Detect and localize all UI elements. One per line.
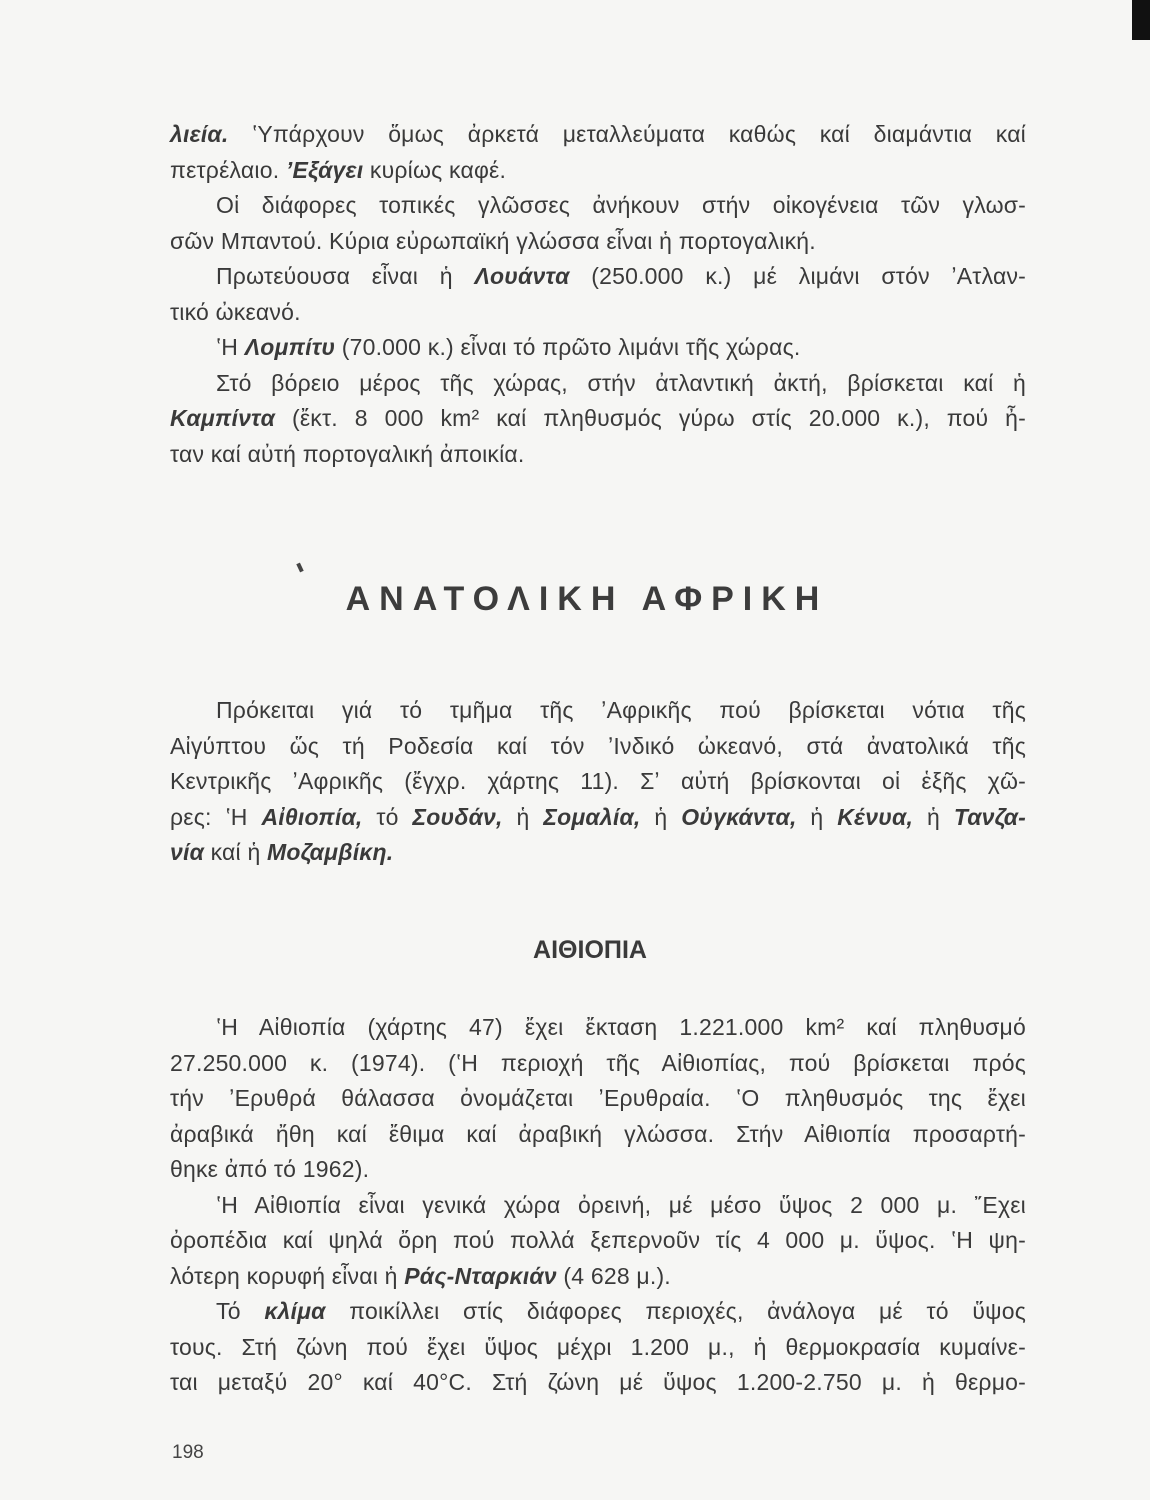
text-run: λότερη κορυφή εἶναι ἡ — [170, 1262, 405, 1289]
paragraph-angola — [170, 117, 1026, 472]
emphasis-text: νία — [170, 839, 205, 865]
text-line: ὀροπέδια καί ψηλά ὄρη πού πολλά ξεπερνοῦν τίς 4 000 μ. ὕψος. ʽΗ ψη- — [170, 1227, 1026, 1253]
text-line: σῶν Μπαντού. Κύρια εὐρωπαϊκή γλώσσα εἶναι ἡ πορτογαλική. — [170, 227, 816, 254]
text-run: Πρωτεύουσα εἶναι ἡ — [216, 263, 475, 289]
text-line: θηκε ἀπό τό 1962). — [170, 1156, 370, 1182]
text-run: (4 628 μ.). — [556, 1262, 671, 1289]
emphasis-text: Λομπίτυ — [244, 334, 336, 360]
text-run: Τό — [216, 1298, 265, 1324]
text-run: ἡ — [502, 803, 544, 830]
chapter-title: ΑΝΑΤΟΛΙΚΗ ΑΦΡΙΚΗ — [345, 580, 829, 618]
emphasis-text: Σουδάν, — [412, 803, 503, 830]
text-run: ἡ — [640, 803, 682, 830]
paragraph-east-africa — [170, 693, 1026, 871]
text-run: (70.000 κ.) εἶναι τό πρῶτο λιμάνι τῆς χώρας. — [335, 334, 801, 360]
text-line: τους. Στή ζώνη πού ἔχει ὕψος μέχρι 1.200 μ., ἡ θερμοκρασία κυμαίνε- — [170, 1333, 1026, 1360]
emphasis-text: Καμπίντα — [170, 405, 276, 431]
text-line: 27.250.000 κ. (1974). (ʽΗ περιοχή τῆς Αἰθιοπίας, πού βρίσκεται πρός — [170, 1049, 1026, 1076]
text-line — [170, 401, 1026, 437]
text-run: ʽΥπάρχουν ὅμως ἀρκετά μεταλλεύματα καθώς καί διαμάντια καί — [228, 121, 1026, 147]
text-run: ʽΗ — [216, 334, 245, 360]
section-title: ΑΙΘΙΟΠΙΑ — [533, 936, 647, 964]
emphasis-text: Σομαλία, — [543, 803, 641, 830]
emphasis-text: ʼΕξάγει — [285, 156, 364, 183]
text-run: τό — [362, 803, 413, 830]
page-number: 198 — [172, 1442, 204, 1463]
text-run: (250.000 κ.) μέ λιμάνι στόν ʼΑτλαν- — [569, 263, 1026, 289]
text-line — [170, 835, 1026, 871]
emphasis-text: Μοζαμβίκη. — [267, 839, 394, 865]
text-run: πετρέλαιο. — [170, 156, 286, 183]
text-run: κυρίως καφέ. — [363, 156, 507, 183]
emphasis-text: Ράς-Νταρκιάν — [404, 1262, 557, 1289]
text-run: ποικίλλει στίς διάφορες περιοχές, ἀνάλογα μέ τό ὕψος — [325, 1298, 1026, 1324]
text-line: ἀραβικά ἤθη καί ἔθιμα καί ἀραβική γλώσσα. Στήν Αἰθιοπία προσαρτή- — [170, 1120, 1026, 1147]
emphasis-text: Αἰθιοπία, — [261, 803, 363, 830]
text-line: ται μεταξύ 20° καί 40°C. Στή ζώνη μέ ὕψος 1.200-2.750 μ. ἡ θερμο- — [170, 1369, 1026, 1395]
text-line: Στό βόρειο μέρος τῆς χώρας, στήν ἀτλαντική ἀκτή, βρίσκεται καί ἡ — [216, 369, 1026, 396]
text-line — [170, 330, 1026, 366]
emphasis-text: Οὐγκάντα, — [681, 803, 797, 830]
text-line: Αἰγύπτου ὥς τή Ροδεσία καί τόν ʼΙνδικό ὠκεανό, στά ἀνατολικά τῆς — [170, 732, 1026, 759]
emphasis-text: λιεία. — [170, 121, 229, 147]
emphasis-text: Τανζα- — [953, 803, 1027, 830]
text-run: ρες: ʽΗ — [170, 803, 262, 830]
text-line: ταν καί αὐτή πορτογαλική ἀποικία. — [170, 440, 525, 467]
text-line: ʽΗ Αἰθιοπία εἶναι γενικά χώρα ὀρεινή, μέ μέσο ὕψος 2 000 μ. ῎Εχει — [216, 1191, 1026, 1218]
scan-speck — [296, 563, 303, 573]
text-line — [170, 1294, 1026, 1330]
text-line: ʽΗ Αἰθιοπία (χάρτης 47) ἔχει ἔκταση 1.221.000 km² καί πληθυσμό — [216, 1014, 1026, 1040]
text-line: τήν ʼΕρυθρά θάλασσα ὀνομάζεται ʼΕρυθραία. ʽΟ πληθυσμός της ἔχει — [170, 1085, 1026, 1111]
text-run: ἡ — [796, 803, 838, 830]
emphasis-text: κλίμα — [264, 1298, 326, 1324]
text-line: Κεντρικῆς ʼΑφρικῆς (ἔγχρ. χάρτης 11). Σʼ αὐτή βρίσκονται οἱ ἑξῆς χῶ- — [170, 768, 1026, 794]
text-line — [170, 259, 1026, 295]
paragraph-ethiopia — [170, 1010, 1026, 1401]
scan-corner-mark — [1132, 0, 1150, 40]
text-line — [170, 1259, 1026, 1295]
text-run: καί ἡ — [204, 839, 268, 865]
text-line: τικό ὠκεανό. — [170, 298, 301, 325]
text-line — [170, 153, 1026, 189]
text-run: (ἔκτ. 8 000 km² καί πληθυσμός γύρω στίς 20.000 κ.), πού ἦ- — [275, 405, 1026, 431]
text-line: Οἱ διάφορες τοπικές γλῶσσες ἀνήκουν στήν οἰκογένεια τῶν γλωσ- — [216, 192, 1026, 218]
emphasis-text: Κένυα, — [837, 803, 914, 830]
text-line — [170, 800, 1026, 836]
text-run: ἡ — [913, 803, 954, 830]
emphasis-text: Λουάντα — [474, 263, 570, 289]
text-line — [170, 117, 1026, 153]
text-line: Πρόκειται γιά τό τμῆμα τῆς ʼΑφρικῆς πού βρίσκεται νότια τῆς — [216, 697, 1026, 723]
